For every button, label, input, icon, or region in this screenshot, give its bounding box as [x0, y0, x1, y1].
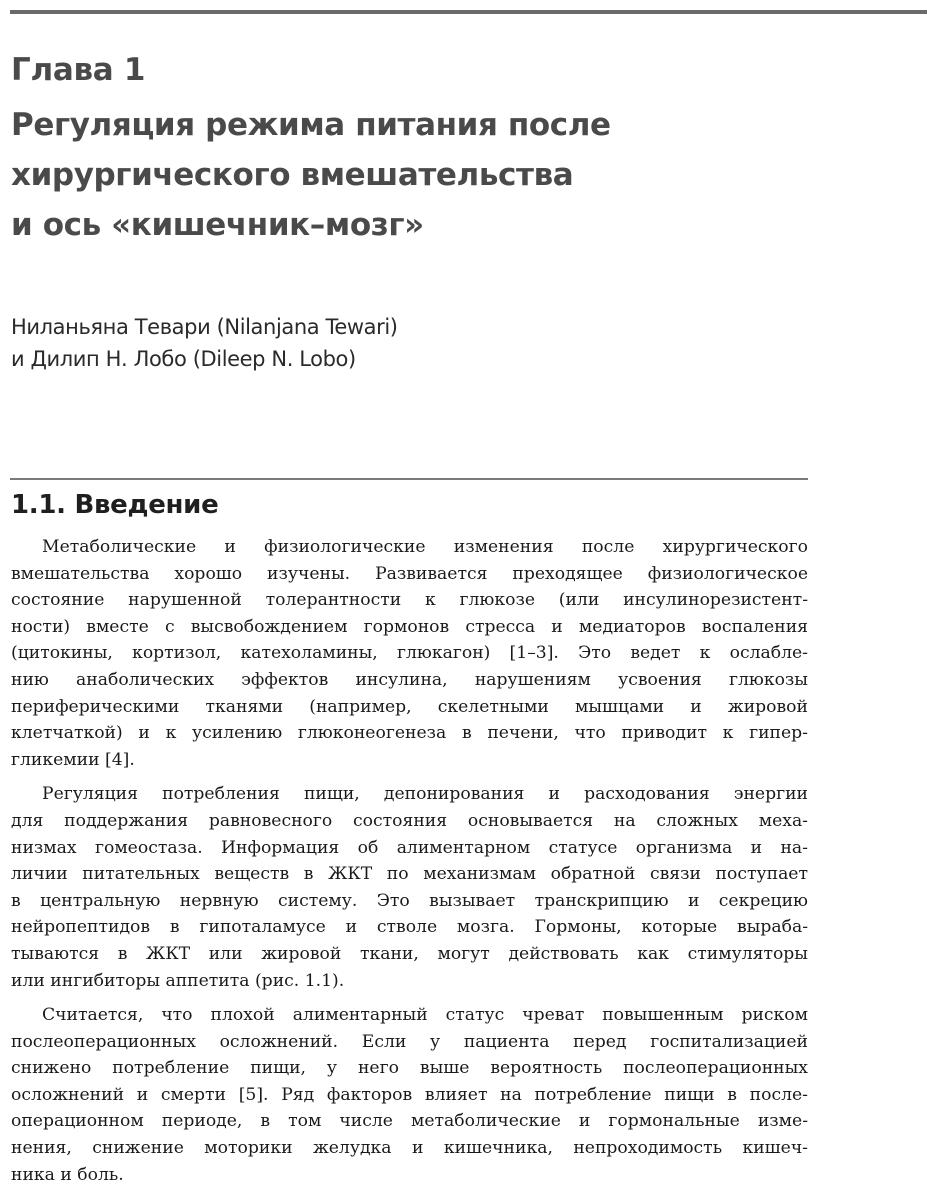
text-line: Метаболические и физиологические изменения после хирургического — [42, 537, 808, 557]
text-line: нейропептидов в гипоталамусе и стволе мозга. Гормоны, которые выраба- — [11, 917, 808, 938]
chapter-title-line: Регуляция режима питания после — [11, 107, 611, 143]
text-line: тываются в ЖКТ или жировой ткани, могут действовать как стимуляторы — [11, 943, 808, 964]
text-line: операционном периоде, в том числе метаболические и гормональные изме- — [11, 1111, 808, 1132]
text-line: периферическими тканями (например, скелетными мышцами и жировой — [11, 696, 808, 717]
paragraph — [11, 781, 808, 994]
author-line: и Дилип Н. Лобо (Dileep N. Lobo) — [11, 347, 356, 371]
chapter-header — [11, 48, 611, 250]
text-line: гликемии [4]. — [11, 749, 135, 770]
section-rule — [10, 478, 808, 480]
text-line: клетчаткой) и к усилению глюконеогенеза в печени, что приводит к гипер- — [11, 723, 808, 744]
text-line: ности) вместе с высвобождением гормонов стресса и медиаторов воспаления — [11, 616, 808, 637]
body-text — [11, 534, 808, 1196]
text-line: личии питательных веществ в ЖКТ по механизмам обратной связи поступает — [11, 864, 808, 885]
authors — [11, 311, 398, 375]
text-line: Регуляция потребления пищи, депонирования и расходования энергии — [42, 784, 808, 805]
text-line: нию анаболических эффектов инсулина, нарушениям усвоения глюкозы — [11, 669, 808, 690]
chapter-title-line: хирургического вмешательства — [11, 157, 574, 193]
text-line: ника и боль. — [11, 1164, 124, 1185]
text-line: вмешательства хорошо изучены. Развивается преходящее физиологическое — [11, 563, 808, 584]
paragraph — [11, 1002, 808, 1188]
text-line: (цитокины, кортизол, катехоламины, глюкагон) [1–3]. Это ведет к ослабле- — [11, 643, 808, 664]
text-line: для поддержания равновесного состояния основывается на сложных меха- — [11, 810, 808, 831]
chapter-title-line: и ось «кишечник–мозг» — [11, 207, 424, 243]
text-line: Считается, что плохой алиментарный статус чреват повышенным риском — [42, 1005, 808, 1026]
text-line: снижено потребление пищи, у него выше вероятность послеоперационных — [11, 1058, 808, 1079]
text-line: низмах гомеостаза. Информация об алиментарном статусе организма и на- — [11, 837, 808, 858]
text-line: или ингибиторы аппетита (рис. 1.1). — [11, 970, 345, 991]
author-line: Ниланьяна Тевари (Nilanjana Tewari) — [11, 315, 398, 339]
text-line: послеоперационных осложнений. Если у пациента перед госпитализацией — [11, 1031, 808, 1052]
paragraph — [11, 534, 808, 773]
text-line: осложнений и смерти [5]. Ряд факторов влияет на потребление пищи в после- — [11, 1084, 808, 1105]
chapter-title — [11, 100, 611, 250]
text-line: нения, снижение моторики желудка и кишечника, непроходимость кишеч- — [11, 1138, 808, 1159]
text-line: состояние нарушенной толерантности к глюкозе (или инсулинорезистент- — [11, 590, 808, 611]
top-rule — [10, 10, 927, 14]
text-line: в центральную нервную систему. Это вызывает транскрипцию и секрецию — [11, 890, 808, 911]
chapter-label: Глава 1 — [11, 52, 146, 88]
section-heading: 1.1. Введение — [11, 490, 219, 520]
